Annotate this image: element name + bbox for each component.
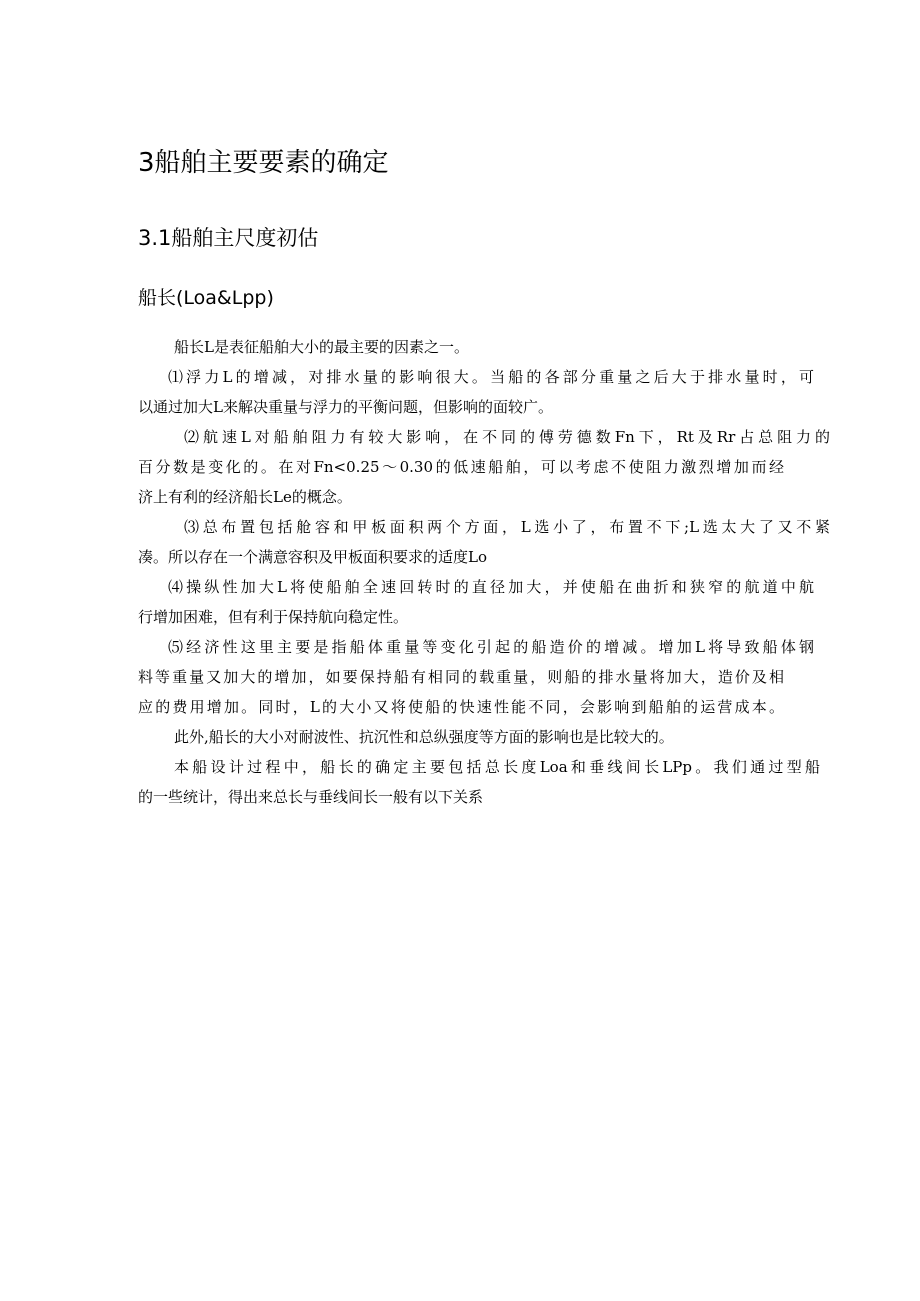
paragraph-line: 船长L是表征船舶大小的最主要的因素之一。: [174, 338, 469, 356]
paragraph-line: 以通过加大L来解决重量与浮力的平衡问题，但影响的面较广。: [138, 398, 553, 416]
paragraph-line: 此外,船长的大小对耐波性、抗沉性和总纵强度等方面的影响也是比较大的。: [174, 728, 674, 746]
paragraph-line: ⑴浮力L的增减，对排水量的影响很大。当船的各部分重量之后大于排水量时，可: [168, 368, 814, 386]
paragraph-line: ⑵航速L对船舶阻力有较大影响，在不同的傅劳德数Fn下，Rt及Rr占总阻力的: [184, 428, 830, 446]
chapter-heading: 3船舶主要要素的确定: [138, 148, 389, 178]
paragraph-line: 的一些统计，得出来总长与垂线间长一般有以下关系: [138, 788, 484, 806]
paragraph-line: 济上有利的经济船长Le的概念。: [138, 488, 352, 506]
section-heading: 3.1船舶主尺度初估: [138, 226, 319, 250]
subsection-heading: 船长(Loa&Lpp): [138, 287, 274, 309]
paragraph-line: 应的费用增加。同时，L的大小又将使船的快速性能不同，会影响到船舶的运营成本。: [138, 698, 784, 716]
paragraph-line: 料等重量又加大的增加，如要保持船有相同的载重量，则船的排水量将加大，造价及相: [138, 668, 784, 686]
paragraph-line: 本船设计过程中，船长的确定主要包括总长度Loa和垂线间长LPp。我们通过型船: [174, 758, 820, 776]
paragraph-line: ⑷操纵性加大L将使船舶全速回转时的直径加大，并使船在曲折和狭窄的航道中航: [168, 578, 814, 596]
paragraph-line: ⑶总布置包括舱容和甲板面积两个方面，L选小了，布置不下;L选太大了又不紧: [184, 518, 830, 536]
paragraph-line: 凑。所以存在一个满意容积及甲板面积要求的适度Lo: [138, 548, 487, 566]
paragraph-line: ⑸经济性这里主要是指船体重量等变化引起的船造价的增减。增加L将导致船体钢: [168, 638, 814, 656]
paragraph-line: 行增加困难，但有利于保持航向稳定性。: [138, 608, 409, 626]
body-text: [138, 336, 830, 809]
paragraph-line: 百分数是变化的。在对Fn<0.25～0.30的低速船舶，可以考虑不使阻力激烈增加而经: [138, 458, 784, 476]
